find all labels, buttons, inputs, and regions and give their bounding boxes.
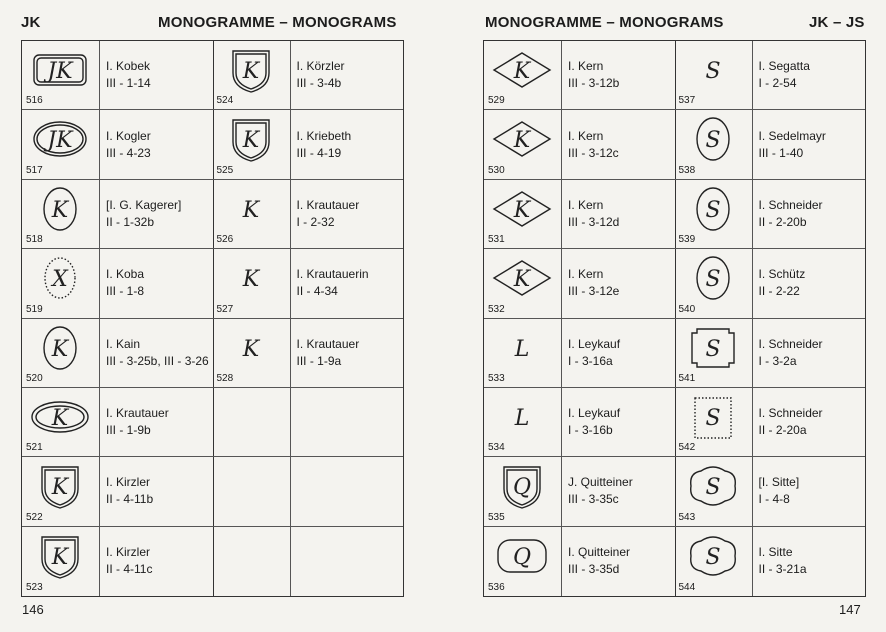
monogram-entry (484, 527, 675, 596)
reference: I - 4-8 (758, 492, 790, 507)
maker-name: [I. G. Kagerer] (106, 197, 182, 212)
entry-number: 525 (216, 164, 234, 176)
monogram-mark (22, 41, 100, 109)
monogram-mark (22, 249, 100, 317)
monogram-icon (488, 114, 556, 164)
monogram-letters: S (704, 128, 721, 154)
reference: III - 3-35d (568, 562, 620, 577)
monogram-icon (217, 323, 285, 373)
monogram-letters: K (242, 197, 259, 223)
monogram-mark (675, 110, 753, 178)
entry-number: 532 (488, 303, 505, 315)
monogram-letters: K (51, 475, 69, 501)
monogram-letters: S (704, 336, 721, 362)
monogram-icon (26, 461, 94, 511)
monogram-icon (26, 392, 94, 442)
reference: I - 3-2a (758, 353, 797, 368)
reference: II - 1-32b (106, 214, 155, 229)
monogram-entry (22, 388, 213, 457)
maker-name: [I. Sitte] (758, 475, 800, 490)
monogram-icon (26, 45, 94, 95)
entry-number: 539 (678, 234, 696, 246)
monogram-letters: L (514, 336, 530, 362)
monogram-mark (213, 110, 291, 178)
monogram-mark (675, 457, 753, 525)
reference: II - 4-34 (296, 284, 338, 299)
monogram-entry (484, 388, 675, 457)
maker-name: I. Segatta (758, 59, 810, 74)
maker-name: I. Krautauer (296, 197, 360, 212)
monogram-letters: S (704, 59, 721, 84)
monogram-entry (22, 249, 213, 318)
monogram-letters: JK (47, 59, 73, 84)
monogram-mark (22, 319, 100, 387)
monogram-mark (675, 319, 753, 387)
monogram-entry (213, 319, 404, 388)
entry-number: 526 (216, 234, 234, 246)
monogram-mark (675, 527, 753, 596)
monogram-letters: K (242, 336, 259, 362)
monogram-icon (679, 531, 747, 581)
reference: III - 4-19 (296, 145, 342, 160)
entry-text (297, 266, 369, 300)
entry-number: 541 (678, 372, 696, 384)
entry-text (106, 128, 151, 162)
empty-cell (213, 527, 404, 596)
monogram-letters: K (242, 59, 259, 84)
entry-text (297, 197, 360, 231)
monogram-letters: K (51, 405, 69, 431)
maker-name: I. Kirzler (106, 475, 151, 490)
entry-number: 524 (216, 95, 234, 107)
reference: III - 3-12b (568, 76, 620, 91)
entry-text (568, 544, 630, 578)
monogram-mark (675, 388, 753, 456)
monogram-icon (26, 323, 94, 373)
monogram-mark (22, 388, 100, 456)
monogram-letters: K (513, 267, 531, 293)
monogram-entry (675, 457, 866, 526)
reference: III - 3-35c (568, 492, 619, 507)
reference: III - 3-4b (296, 76, 342, 91)
maker-name: I. Kern (568, 59, 604, 74)
monogram-icon (679, 114, 747, 164)
entry-number: 544 (678, 582, 696, 593)
monogram-entry (484, 249, 675, 318)
maker-name: I. Quitteiner (568, 545, 631, 560)
monogram-mark (213, 319, 291, 387)
maker-name: I. Schneider (758, 406, 823, 421)
monogram-entry (213, 180, 404, 249)
entry-text (106, 58, 151, 92)
page-title: MONOGRAMME – MONOGRAMS (485, 14, 724, 31)
cell-divider (290, 527, 291, 596)
monogram-icon (679, 323, 747, 373)
monogram-table (21, 40, 404, 597)
monogram-icon (26, 184, 94, 234)
maker-name: I. Kobek (106, 59, 151, 74)
monogram-letters: S (704, 405, 721, 431)
monogram-letters: K (51, 197, 69, 223)
entry-number: 529 (488, 95, 505, 107)
monogram-icon (26, 114, 94, 164)
maker-name: I. Schütz (758, 267, 806, 282)
monogram-entry (213, 41, 404, 110)
page-code: JK – JS (809, 14, 865, 31)
maker-name: I. Krautauerin (296, 267, 369, 282)
entry-text (568, 58, 619, 92)
entry-text (759, 266, 806, 300)
monogram-icon (488, 531, 556, 581)
monogram-entry (675, 180, 866, 249)
maker-name: I. Koba (106, 267, 145, 282)
monogram-mark (22, 180, 100, 248)
monogram-entry (484, 110, 675, 179)
monogram-letters: S (704, 544, 721, 570)
monogram-mark (484, 527, 562, 596)
monogram-mark (484, 180, 562, 248)
entry-number: 533 (488, 372, 505, 384)
entry-text (297, 58, 345, 92)
monogram-icon (488, 392, 556, 442)
entry-number: 536 (488, 582, 505, 593)
entry-number: 522 (26, 511, 43, 523)
reference: I - 3-16a (568, 353, 613, 368)
monogram-mark (484, 110, 562, 178)
monogram-entry (675, 249, 866, 318)
maker-name: J. Quitteiner (568, 475, 633, 490)
monogram-mark (484, 457, 562, 525)
entry-text (297, 128, 352, 162)
maker-name: I. Körzler (296, 59, 345, 74)
monogram-entry (484, 41, 675, 110)
page-code: JK (21, 14, 41, 31)
entry-text (106, 474, 153, 508)
entry-number: 531 (488, 234, 505, 246)
reference: II - 2-20b (758, 214, 807, 229)
monogram-entry (675, 388, 866, 457)
maker-name: I. Leykauf (568, 336, 621, 351)
monogram-letters: JK (47, 128, 73, 154)
monogram-letters: X (52, 267, 68, 293)
reference: III - 3-12d (568, 214, 620, 229)
monogram-letters: S (704, 197, 721, 223)
monogram-icon (217, 184, 285, 234)
entry-text (297, 336, 360, 370)
entry-text (568, 128, 619, 162)
entry-text (759, 405, 823, 439)
reference: III - 4-23 (106, 145, 151, 160)
maker-name: I. Sedelmayr (758, 128, 826, 143)
monogram-letters: K (513, 197, 531, 223)
entry-text (759, 58, 810, 92)
monogram-table (483, 40, 866, 597)
monogram-letters: K (51, 544, 69, 570)
monogram-letters: Q (512, 544, 532, 570)
maker-name: I. Kern (568, 128, 604, 143)
entry-text (568, 197, 619, 231)
reference: II - 4-11c (106, 562, 153, 577)
monogram-entry (22, 110, 213, 179)
monogram-icon (217, 45, 285, 95)
entry-number: 534 (488, 442, 505, 454)
page-number: 146 (22, 602, 44, 617)
entry-number: 519 (26, 303, 43, 315)
monogram-entry (22, 319, 213, 388)
reference: I - 3-16b (568, 423, 613, 438)
monogram-icon (217, 114, 285, 164)
maker-name: I. Schneider (758, 336, 823, 351)
monogram-entry (22, 457, 213, 526)
entry-number: 537 (678, 95, 696, 107)
monogram-entry (675, 319, 866, 388)
monogram-mark (22, 457, 100, 525)
monogram-letters: K (242, 267, 259, 293)
entry-number: 520 (26, 372, 43, 384)
entry-number: 527 (216, 303, 234, 315)
maker-name: I. Kogler (106, 128, 151, 143)
entry-text (568, 474, 633, 508)
entry-text (759, 474, 800, 508)
monogram-mark (213, 180, 291, 248)
monogram-entry (22, 527, 213, 596)
maker-name: I. Leykauf (568, 406, 621, 421)
monogram-entry (22, 180, 213, 249)
cell-divider (290, 457, 291, 525)
entry-text (568, 336, 620, 370)
reference: III - 3-25b, III - 3-26 (106, 353, 209, 368)
monogram-mark (484, 249, 562, 317)
monogram-mark (22, 110, 100, 178)
entry-number: 535 (488, 511, 505, 523)
monogram-icon (679, 253, 747, 303)
page-title: MONOGRAMME – MONOGRAMS (158, 14, 397, 31)
entry-number: 521 (26, 442, 43, 454)
reference: II - 2-20a (758, 423, 807, 438)
monogram-mark (213, 249, 291, 317)
monogram-icon (488, 323, 556, 373)
monogram-icon (26, 253, 94, 303)
entry-number: 516 (26, 95, 43, 107)
empty-cell (213, 457, 404, 526)
entry-text (759, 128, 826, 162)
entry-number: 538 (678, 164, 696, 176)
monogram-icon (488, 253, 556, 303)
right-page (443, 0, 886, 632)
monogram-letters: S (704, 267, 721, 293)
reference: III - 1-9a (296, 353, 342, 368)
entry-number: 530 (488, 164, 505, 176)
monogram-letters: K (51, 336, 69, 362)
entry-number: 543 (678, 511, 696, 523)
monogram-icon (679, 45, 747, 95)
entry-text (759, 336, 823, 370)
entry-text (568, 405, 620, 439)
monogram-entry (675, 527, 866, 596)
monogram-mark (675, 41, 753, 109)
reference: III - 1-14 (106, 76, 151, 91)
reference: III - 3-12c (568, 145, 619, 160)
monogram-entry (484, 457, 675, 526)
reference: III - 1-40 (758, 145, 804, 160)
entry-number: 517 (26, 164, 43, 176)
maker-name: I. Kriebeth (296, 128, 352, 143)
monogram-letters: K (513, 59, 531, 84)
maker-name: I. Krautauer (106, 406, 169, 421)
monogram-entry (675, 41, 866, 110)
monogram-letters: K (242, 128, 259, 154)
entry-number: 542 (678, 442, 696, 454)
monogram-entry (213, 110, 404, 179)
maker-name: I. Kern (568, 197, 604, 212)
monogram-icon (679, 184, 747, 234)
monogram-icon (679, 392, 747, 442)
monogram-letters: Q (512, 475, 532, 501)
page-number: 147 (839, 602, 861, 617)
maker-name: I. Schneider (758, 197, 823, 212)
entry-number: 518 (26, 234, 43, 246)
monogram-mark (675, 249, 753, 317)
entry-number: 528 (216, 372, 234, 384)
reference: III - 3-12e (568, 284, 620, 299)
entry-text (106, 197, 181, 231)
monogram-mark (675, 180, 753, 248)
reference: II - 3-21a (758, 562, 807, 577)
reference: I - 2-32 (296, 214, 335, 229)
entry-text (759, 197, 823, 231)
monogram-entry (22, 41, 213, 110)
monogram-icon (26, 531, 94, 581)
monogram-entry (484, 319, 675, 388)
entry-text (759, 544, 807, 578)
monogram-icon (217, 253, 285, 303)
monogram-icon (488, 184, 556, 234)
monogram-icon (488, 45, 556, 95)
monogram-entry (484, 180, 675, 249)
entry-text (106, 266, 144, 300)
entry-text (106, 405, 169, 439)
monogram-letters: K (513, 128, 531, 154)
monogram-icon (679, 461, 747, 511)
reference: II - 2-22 (758, 284, 800, 299)
maker-name: I. Krautauer (296, 336, 360, 351)
maker-name: I. Kirzler (106, 545, 151, 560)
entry-text (568, 266, 619, 300)
monogram-entry (675, 110, 866, 179)
monogram-mark (484, 41, 562, 109)
entry-number: 523 (26, 582, 43, 593)
empty-cell (213, 388, 404, 457)
maker-name: I. Sitte (758, 545, 793, 560)
reference: I - 2-54 (758, 76, 797, 91)
reference: III - 1-9b (106, 423, 151, 438)
monogram-mark (22, 527, 100, 596)
cell-divider (290, 388, 291, 456)
monogram-mark (213, 41, 291, 109)
monogram-icon (488, 461, 556, 511)
monogram-mark (484, 388, 562, 456)
entry-text (106, 336, 209, 370)
entry-number: 540 (678, 303, 696, 315)
monogram-letters: L (514, 405, 530, 431)
reference: II - 4-11b (106, 492, 154, 507)
monogram-mark (484, 319, 562, 387)
reference: III - 1-8 (106, 284, 145, 299)
monogram-entry (213, 249, 404, 318)
maker-name: I. Kain (106, 336, 141, 351)
monogram-letters: S (704, 475, 721, 501)
maker-name: I. Kern (568, 267, 604, 282)
entry-text (106, 544, 152, 578)
